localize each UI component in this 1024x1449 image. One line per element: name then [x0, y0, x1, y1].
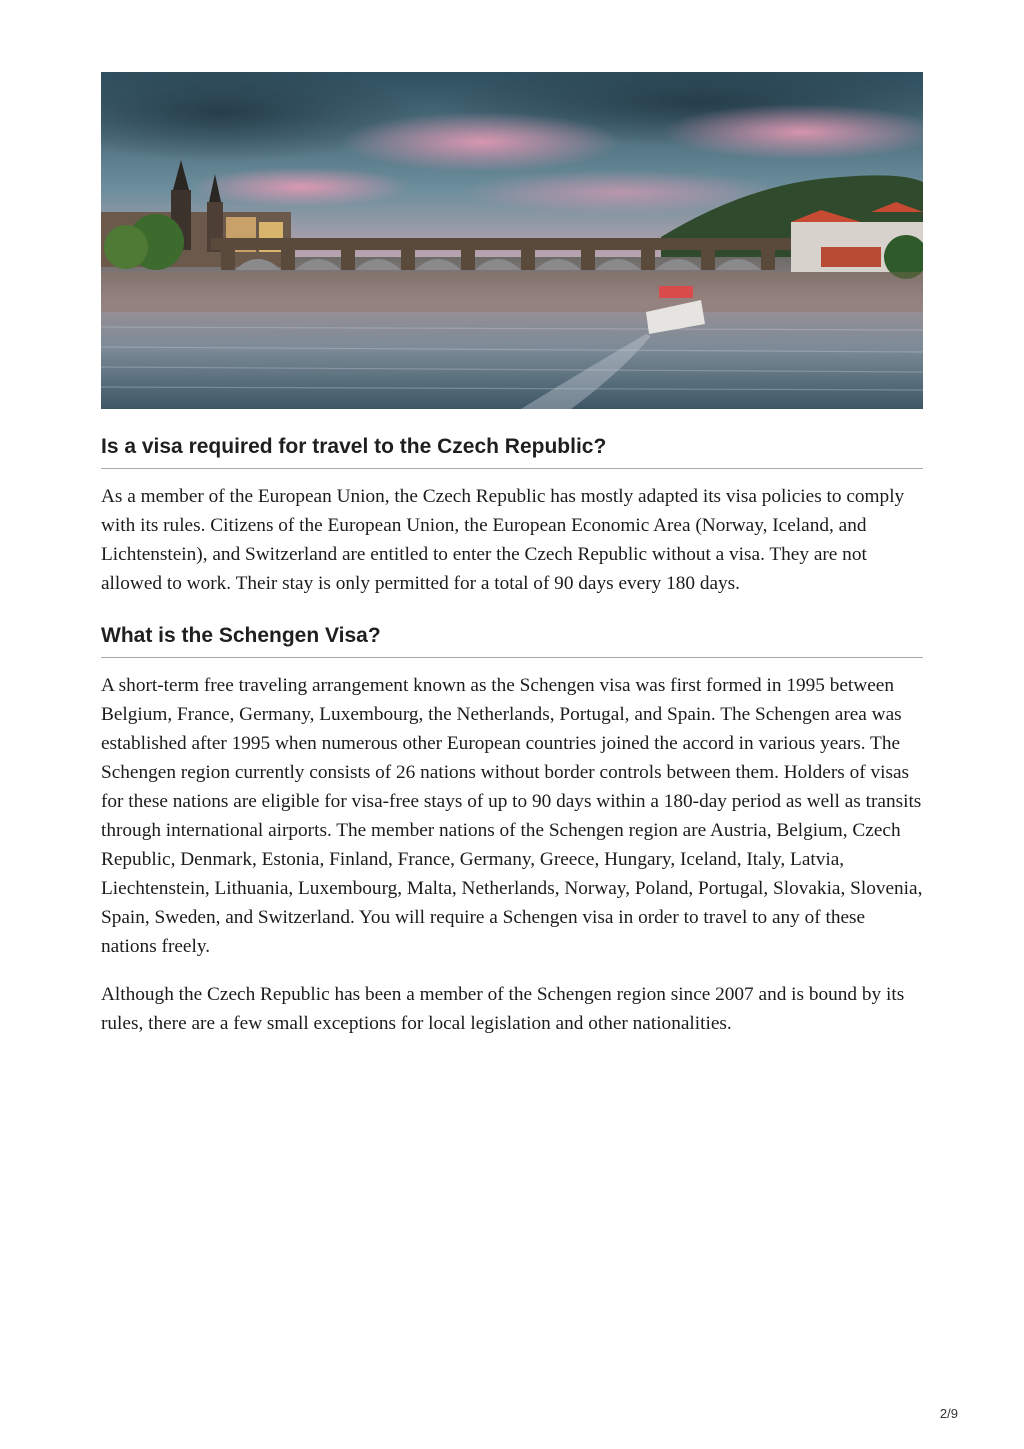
paragraph-schengen-definition: A short-term free traveling arrangement known as the Schengen visa was first formed in 1995 between Belgium, France, Germany, Luxembourg, the Netherlands, Portugal, and Spain. The Schengen area was established after 1995 when numerous other European countries joined the accord in various years. The Schengen region currently consists of 26 nations without border controls between them. Holders of visas for these nations are eligible for visa-free stays of up to 90 days within a 180-day period as well as transits through international airports. The member nations of the Schengen region are Austria, Belgium, Czech Republic, Denmark, Estonia, Finland, France, Germany, Greece, Hungary, Iceland, Italy, Latvia, Liechtenstein, Lithuania, Luxembourg, Malta, Netherlands, Norway, Poland, Portugal, Slovakia, Slovenia, Spain, Sweden, and Switzerland. You will require a Schengen visa in order to travel to any of these nations freely.	[101, 675, 923, 957]
page-number: 2/9	[939, 1406, 958, 1421]
paragraph-schengen-czech-membership: Although the Czech Republic has been a member of the Schengen region since 2007 and is bound by its rules, there are a few small exceptions for local legislation and other nationalities.	[101, 984, 905, 1034]
section-heading-visa-required: Is a visa required for travel to the Czech Republic?	[101, 435, 923, 469]
document-page	[101, 72, 923, 1038]
paragraph-visa-required: As a member of the European Union, the Czech Republic has mostly adapted its visa policies to comply with its rules. Citizens of the European Union, the European Economic Area (Norway, Iceland, and Lichtenstein), and Switzerland are entitled to enter the Czech Republic without a visa. They are not allowed to work. Their stay is only permitted for a total of 90 days every 180 days.	[101, 486, 905, 594]
section-heading-schengen-visa: What is the Schengen Visa?	[101, 624, 923, 658]
hero-image-prague-bridge	[101, 72, 923, 409]
